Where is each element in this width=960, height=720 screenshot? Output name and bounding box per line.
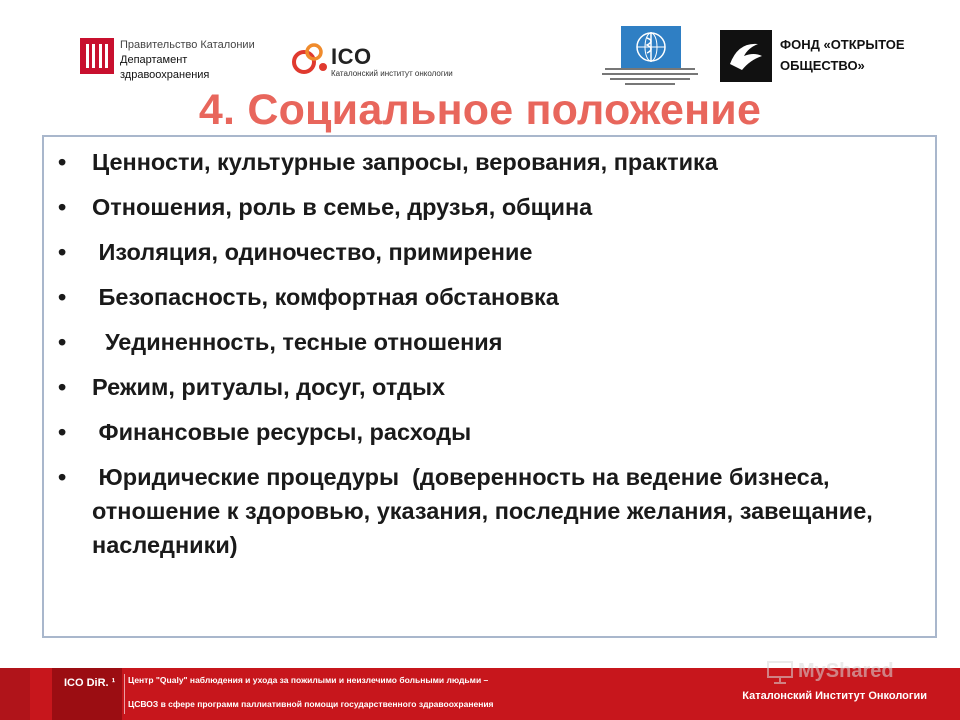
bullet-item: [58, 370, 928, 404]
bullet-text: Юридические процедуры (доверенность на ведение бизнеса, отношение к здоровью, указания, последние желания, завещание, наследники): [92, 464, 880, 558]
bullet-item: [58, 280, 928, 314]
footer-divider: [124, 674, 125, 714]
gencat-logo-icon: [80, 38, 114, 74]
slide-title: 4. Социальное положение: [198, 86, 762, 134]
bullet-item: [58, 325, 928, 359]
content-box: [42, 135, 937, 638]
bullet-text: Изоляция, одиночество, примирение: [92, 239, 533, 265]
bullet-item: [58, 235, 928, 269]
bullet-text: Режим, ритуалы, досуг, отдых: [92, 374, 446, 400]
gencat-line3: здравоохранения: [120, 69, 210, 81]
bullet-item: [58, 460, 928, 562]
bullet-marker: •: [58, 419, 67, 445]
bullet-item: [58, 190, 928, 224]
footer-stripe: [0, 668, 30, 720]
gencat-line2: Департамент: [120, 54, 188, 66]
osf-logo-icon: [720, 30, 772, 82]
footer-right-text: Каталонский Институт Онкологии: [742, 690, 927, 702]
bullet-text: Финансовые ресурсы, расходы: [92, 419, 472, 445]
footer-center-text: [128, 668, 494, 716]
bullet-marker: •: [58, 284, 67, 310]
watermark-text: MyShared: [798, 659, 894, 682]
ico-name: ICO: [331, 44, 372, 69]
osf-caption: [780, 34, 904, 76]
bullet-list: [58, 145, 928, 573]
ico-subtitle: Каталонский институт онкологии: [331, 69, 453, 78]
watermark: [766, 656, 894, 686]
bullet-marker: •: [58, 194, 67, 220]
bullet-marker: •: [58, 464, 67, 490]
gencat-caption: [120, 38, 255, 83]
bullet-text: Уединенность, тесные отношения: [92, 329, 503, 355]
footer-center-line2: ЦСВОЗ в сфере программ паллиативной помощи государственного здравоохранения: [128, 699, 494, 709]
bullet-item: [58, 145, 928, 179]
bullet-marker: •: [58, 374, 67, 400]
osf-line2: ОБЩЕСТВО»: [780, 58, 865, 73]
bullet-text: Безопасность, комфортная обстановка: [92, 284, 559, 310]
who-emblem-icon: [621, 26, 681, 68]
bullet-text: Отношения, роль в семье, друзья, община: [92, 194, 593, 220]
bullet-text: Ценности, культурные запросы, верования, практика: [92, 149, 718, 175]
footer-center-line1: Центр "Qualy" наблюдения и ухода за пожилыми и неизлечимо больными людьми –: [128, 675, 489, 685]
bullet-marker: •: [58, 329, 67, 355]
footer-badge: ICO DiR. ¹: [64, 677, 116, 689]
gencat-line1: Правительство Каталонии: [120, 39, 255, 51]
osf-line1: ФОНД «ОТКРЫТОЕ: [780, 37, 905, 52]
bullet-marker: •: [58, 239, 67, 265]
presentation-icon: [766, 658, 794, 684]
bullet-item: [58, 415, 928, 449]
footer-stripe: [52, 668, 122, 720]
bullet-marker: •: [58, 149, 67, 175]
ico-logo-icon: [290, 38, 330, 76]
